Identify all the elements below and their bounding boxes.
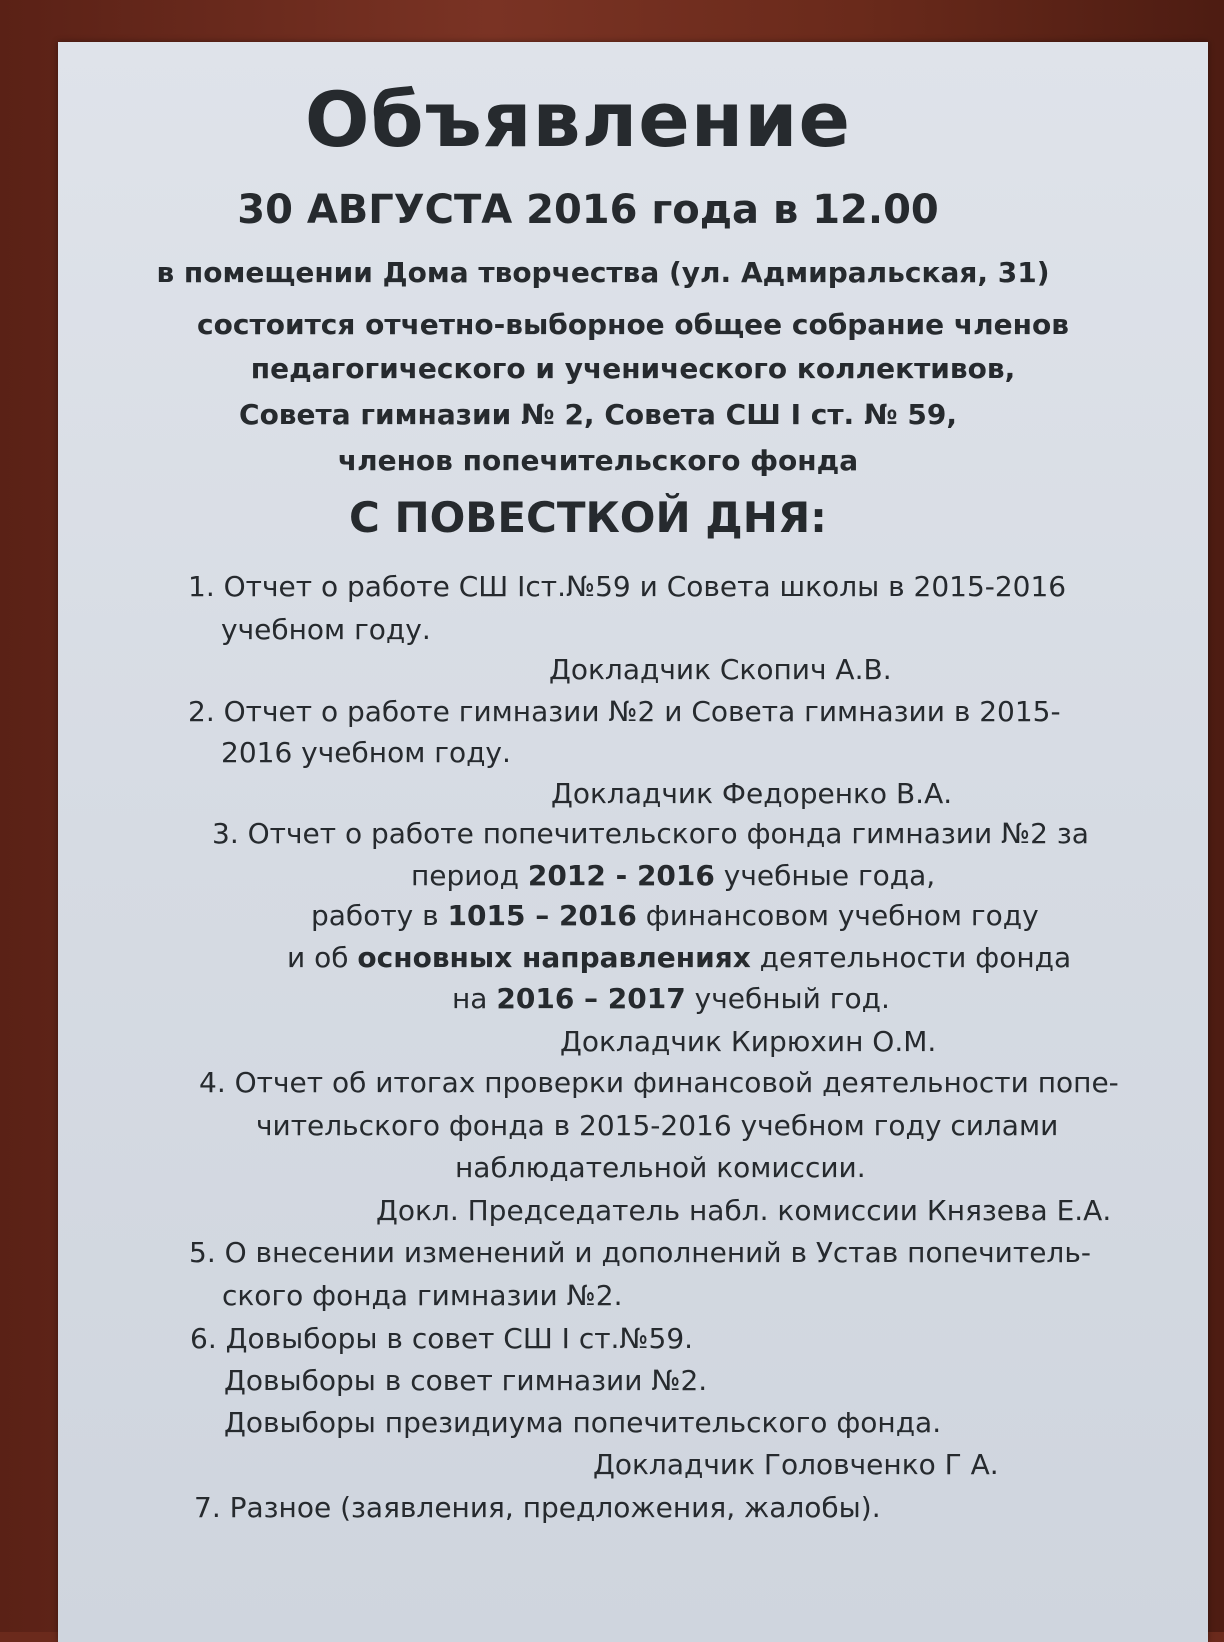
agenda-item-1-line: 1. Отчет о работе СШ Iст.№59 и Совета школы в 2015-2016 [188, 570, 1067, 603]
intro-line: Совета гимназии № 2, Совета СШ I ст. № 59, [239, 398, 957, 431]
agenda-item-6-line: Довыборы в совет гимназии №2. [224, 1364, 708, 1397]
meeting-date: 30 АВГУСТА 2016 года в 12.00 [237, 187, 939, 233]
agenda-item-1-line: учебном году. [221, 613, 431, 646]
agenda-item-6-speaker: Докладчик Головченко Г А. [593, 1448, 999, 1481]
agenda-item-5-line: 5. О внесении изменений и дополнений в Устав попечитель- [189, 1236, 1091, 1269]
agenda-item-3-line: на 2016 – 2017 учебный год. [452, 982, 890, 1015]
intro-line: членов попечительского фонда [337, 444, 859, 477]
agenda-item-4-speaker: Докл. Председатель набл. комиссии Князева Е.А. [376, 1194, 1112, 1227]
agenda-item-6-line: Довыборы президиума попечительского фонда. [224, 1406, 942, 1439]
agenda-item-3-line: период 2012 - 2016 учебные года, [411, 859, 936, 892]
agenda-item-6-line: 6. Довыборы в совет СШ I ст.№59. [190, 1322, 694, 1355]
agenda-item-3-line: работу в 1015 – 2016 финансовом учебном году [311, 899, 1039, 932]
agenda-item-1-speaker: Докладчик Скопич А.В. [549, 653, 892, 686]
agenda-item-4-line: 4. Отчет об итогах проверки финансовой деятельности попе- [199, 1066, 1119, 1099]
agenda-item-3-line: 3. Отчет о работе попечительского фонда гимназии №2 за [212, 817, 1089, 850]
intro-line: в помещении Дома творчества (ул. Адмиральская, 31) [156, 256, 1050, 289]
document-title: Объявление [304, 75, 852, 164]
agenda-item-4-line: чительского фонда в 2015-2016 учебном году силами [256, 1109, 1059, 1142]
intro-line: педагогического и ученического коллективов, [250, 352, 1016, 385]
agenda-item-7-line: 7. Разное (заявления, предложения, жалобы). [194, 1491, 881, 1524]
announcement-sheet [58, 42, 1208, 1642]
agenda-item-2-line: 2. Отчет о работе гимназии №2 и Совета гимназии в 2015- [188, 695, 1061, 728]
agenda-item-4-line: наблюдательной комиссии. [455, 1151, 866, 1184]
agenda-item-5-line: ского фонда гимназии №2. [222, 1279, 623, 1312]
intro-line: состоится отчетно-выборное общее собрание членов [197, 308, 1069, 341]
agenda-heading: С ПОВЕСТКОЙ ДНЯ: [349, 493, 827, 542]
agenda-item-3-speaker: Докладчик Кирюхин О.М. [560, 1025, 937, 1058]
agenda-item-2-line: 2016 учебном году. [221, 736, 511, 769]
agenda-item-2-speaker: Докладчик Федоренко В.А. [551, 777, 953, 810]
agenda-item-3-line: и об основных направлениях деятельности фонда [287, 941, 1072, 974]
